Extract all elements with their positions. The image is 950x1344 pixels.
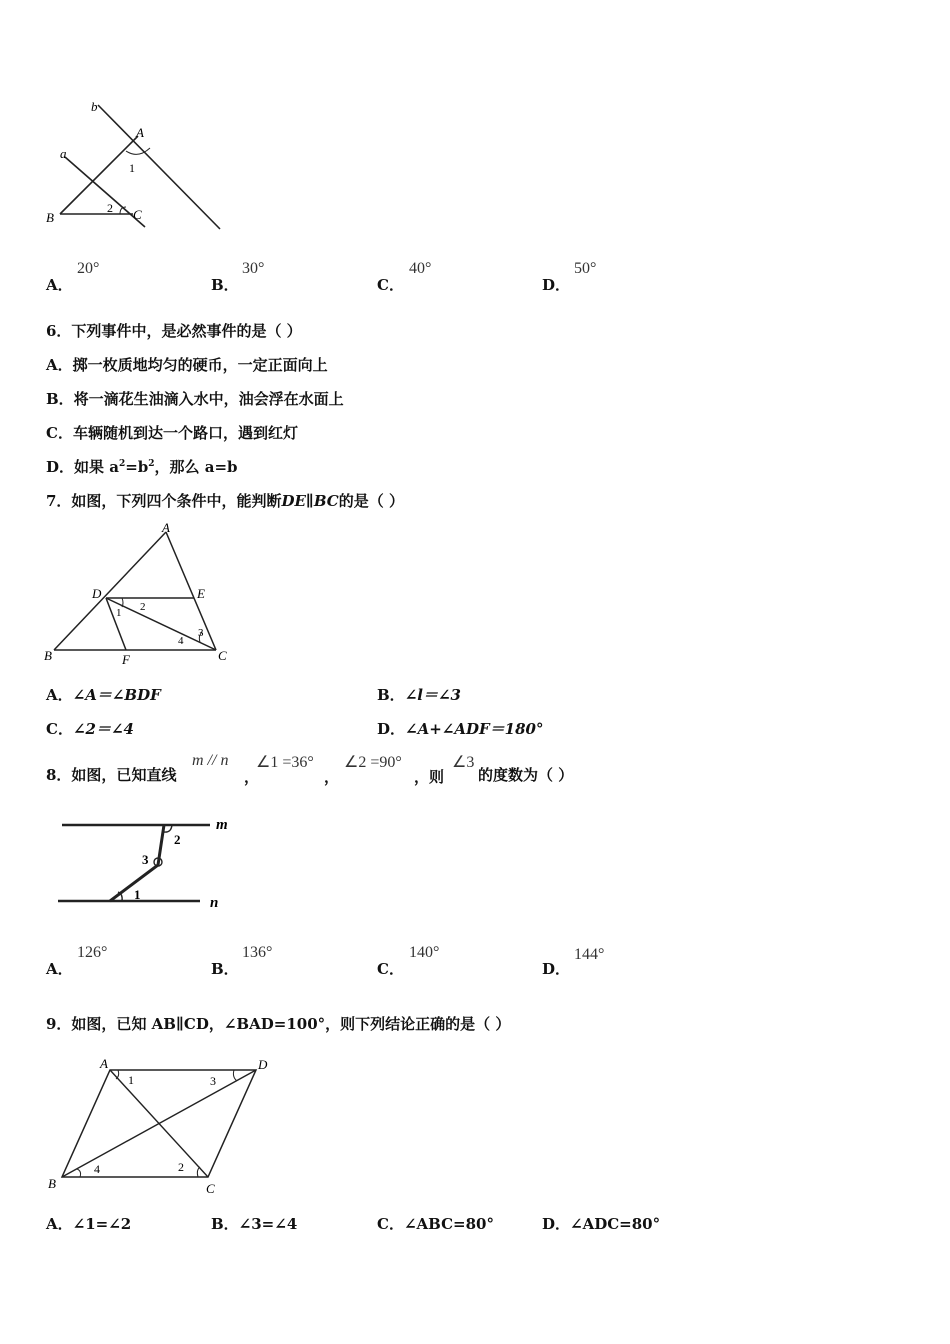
q7-c-math: ∠2＝∠4 xyxy=(72,720,134,738)
fig7-angle-4: 4 xyxy=(178,635,184,647)
fig7-label-A: A xyxy=(162,520,170,535)
q6-d-sup2: 2 xyxy=(148,459,155,469)
q6-stem: 6．下列事件中，是必然事件的是（ ） xyxy=(46,322,302,340)
q7-option-b xyxy=(377,684,461,705)
q8-cond-angle3: ∠3 xyxy=(452,754,475,771)
fig9-angle-4: 4 xyxy=(94,1162,100,1176)
q8-b-value: 136° xyxy=(242,944,273,961)
q9-option-d: D．∠ADC=80° xyxy=(542,1215,661,1233)
q8-b-label: B． xyxy=(211,960,239,978)
fig7-label-F: F xyxy=(122,652,130,667)
q8-cond-angle1: ∠1 =36° xyxy=(256,754,314,771)
q5-figure xyxy=(40,95,240,235)
q9-option-b: B．∠3=∠4 xyxy=(211,1215,298,1233)
q7-figure xyxy=(40,518,240,670)
option-a-label: A． xyxy=(46,276,73,294)
q9-option-c: C．∠ABC=80° xyxy=(377,1215,494,1233)
q6-d-pre: D．如果 a xyxy=(46,458,119,476)
option-d-value: 50° xyxy=(574,260,597,277)
fig7-angle-3: 3 xyxy=(198,627,204,639)
q9-stem: 9．如图，已知 AB∥CD，∠BAD=100°，则下列结论正确的是（ ） xyxy=(46,1015,511,1033)
option-a-value: 20° xyxy=(77,260,100,277)
q6-option-c: C．车辆随机到达一个路口，遇到红灯 xyxy=(46,424,298,442)
fig7-label-C: C xyxy=(218,648,227,663)
q9-option-a: A．∠1=∠2 xyxy=(46,1215,132,1233)
fig5-label-b: b xyxy=(91,99,98,114)
q6-d-mid: =b xyxy=(125,458,149,476)
fig8-label-n: n xyxy=(210,895,219,911)
q8-d-value: 144° xyxy=(574,946,605,963)
option-d-label: D． xyxy=(542,276,571,294)
fig9-label-A: A xyxy=(100,1056,108,1071)
q6-option-a: A．掷一枚质地均匀的硬币，一定正面向上 xyxy=(46,356,328,374)
fig9-angle-2: 2 xyxy=(178,1160,184,1174)
fig8-angle-2: 2 xyxy=(174,832,181,847)
q7-option-a xyxy=(46,684,161,705)
fig8-angle-1: 1 xyxy=(134,887,141,902)
q7-b-math: ∠l＝∠3 xyxy=(404,686,461,704)
option-c-value: 40° xyxy=(409,260,432,277)
q8-d-label: D． xyxy=(542,960,571,978)
q8-c-label: C． xyxy=(377,960,404,978)
fig9-label-B: B xyxy=(48,1176,56,1191)
fig5-label-C: C xyxy=(133,207,142,222)
fig5-angle-1: 1 xyxy=(129,161,135,175)
q8-stem-mid: ，则 xyxy=(414,768,445,786)
q6-option-d xyxy=(46,456,238,477)
q7-stem-pre: 7．如图，下列四个条件中，能判断 xyxy=(46,492,282,510)
fig5-angle-2: 2 xyxy=(107,201,113,215)
q7-b-label: B． xyxy=(377,686,405,704)
q8-cond-parallel: m // n xyxy=(192,752,229,769)
q7-stem-post: 的是（ ） xyxy=(338,492,404,510)
q8-sep-2: ， xyxy=(324,768,340,786)
q8-c-value: 140° xyxy=(409,944,440,961)
option-c-label: C． xyxy=(377,276,404,294)
q9-figure xyxy=(44,1050,284,1200)
fig5-label-B: B xyxy=(46,210,54,225)
q7-c-label: C． xyxy=(46,720,73,738)
q8-sep-1: ， xyxy=(244,768,260,786)
fig7-label-E: E xyxy=(197,586,205,601)
q7-d-math: ∠A+∠ADF＝180° xyxy=(405,720,544,738)
fig9-label-C: C xyxy=(206,1181,215,1196)
q6-d-end: ，那么 a=b xyxy=(154,458,238,476)
q8-a-label: A． xyxy=(46,960,73,978)
option-b-label: B． xyxy=(211,276,239,294)
q7-option-d xyxy=(377,718,543,739)
q6-option-b: B．将一滴花生油滴入水中，油会浮在水面上 xyxy=(46,390,344,408)
q8-figure xyxy=(50,810,250,915)
fig7-label-B: B xyxy=(44,648,52,663)
q8-cond-angle2: ∠2 =90° xyxy=(344,754,402,771)
fig7-label-D: D xyxy=(92,586,102,601)
fig9-label-D: D xyxy=(258,1057,268,1072)
fig7-angle-1: 1 xyxy=(116,607,122,619)
q8-a-value: 126° xyxy=(77,944,108,961)
fig9-angle-3: 3 xyxy=(210,1074,216,1088)
q7-d-label: D． xyxy=(377,720,406,738)
q7-stem xyxy=(46,490,404,511)
q7-a-math: ∠A＝∠BDF xyxy=(72,686,161,704)
fig5-label-a: a xyxy=(60,146,67,161)
fig9-angle-1: 1 xyxy=(128,1073,134,1087)
q6-d-sup1: 2 xyxy=(118,459,126,469)
q7-option-c xyxy=(46,718,134,739)
option-b-value: 30° xyxy=(242,260,265,277)
q8-stem-pre: 8．如图，已知直线 xyxy=(46,766,177,784)
q7-a-label: A． xyxy=(46,686,73,704)
q8-stem-post: 的度数为（ ） xyxy=(478,766,574,784)
fig8-label-m: m xyxy=(216,817,228,833)
fig5-label-A: A xyxy=(136,125,144,140)
q7-stem-math: DE∥BC xyxy=(281,492,339,510)
fig7-angle-2: 2 xyxy=(140,601,146,613)
fig8-angle-3: 3 xyxy=(142,852,149,867)
